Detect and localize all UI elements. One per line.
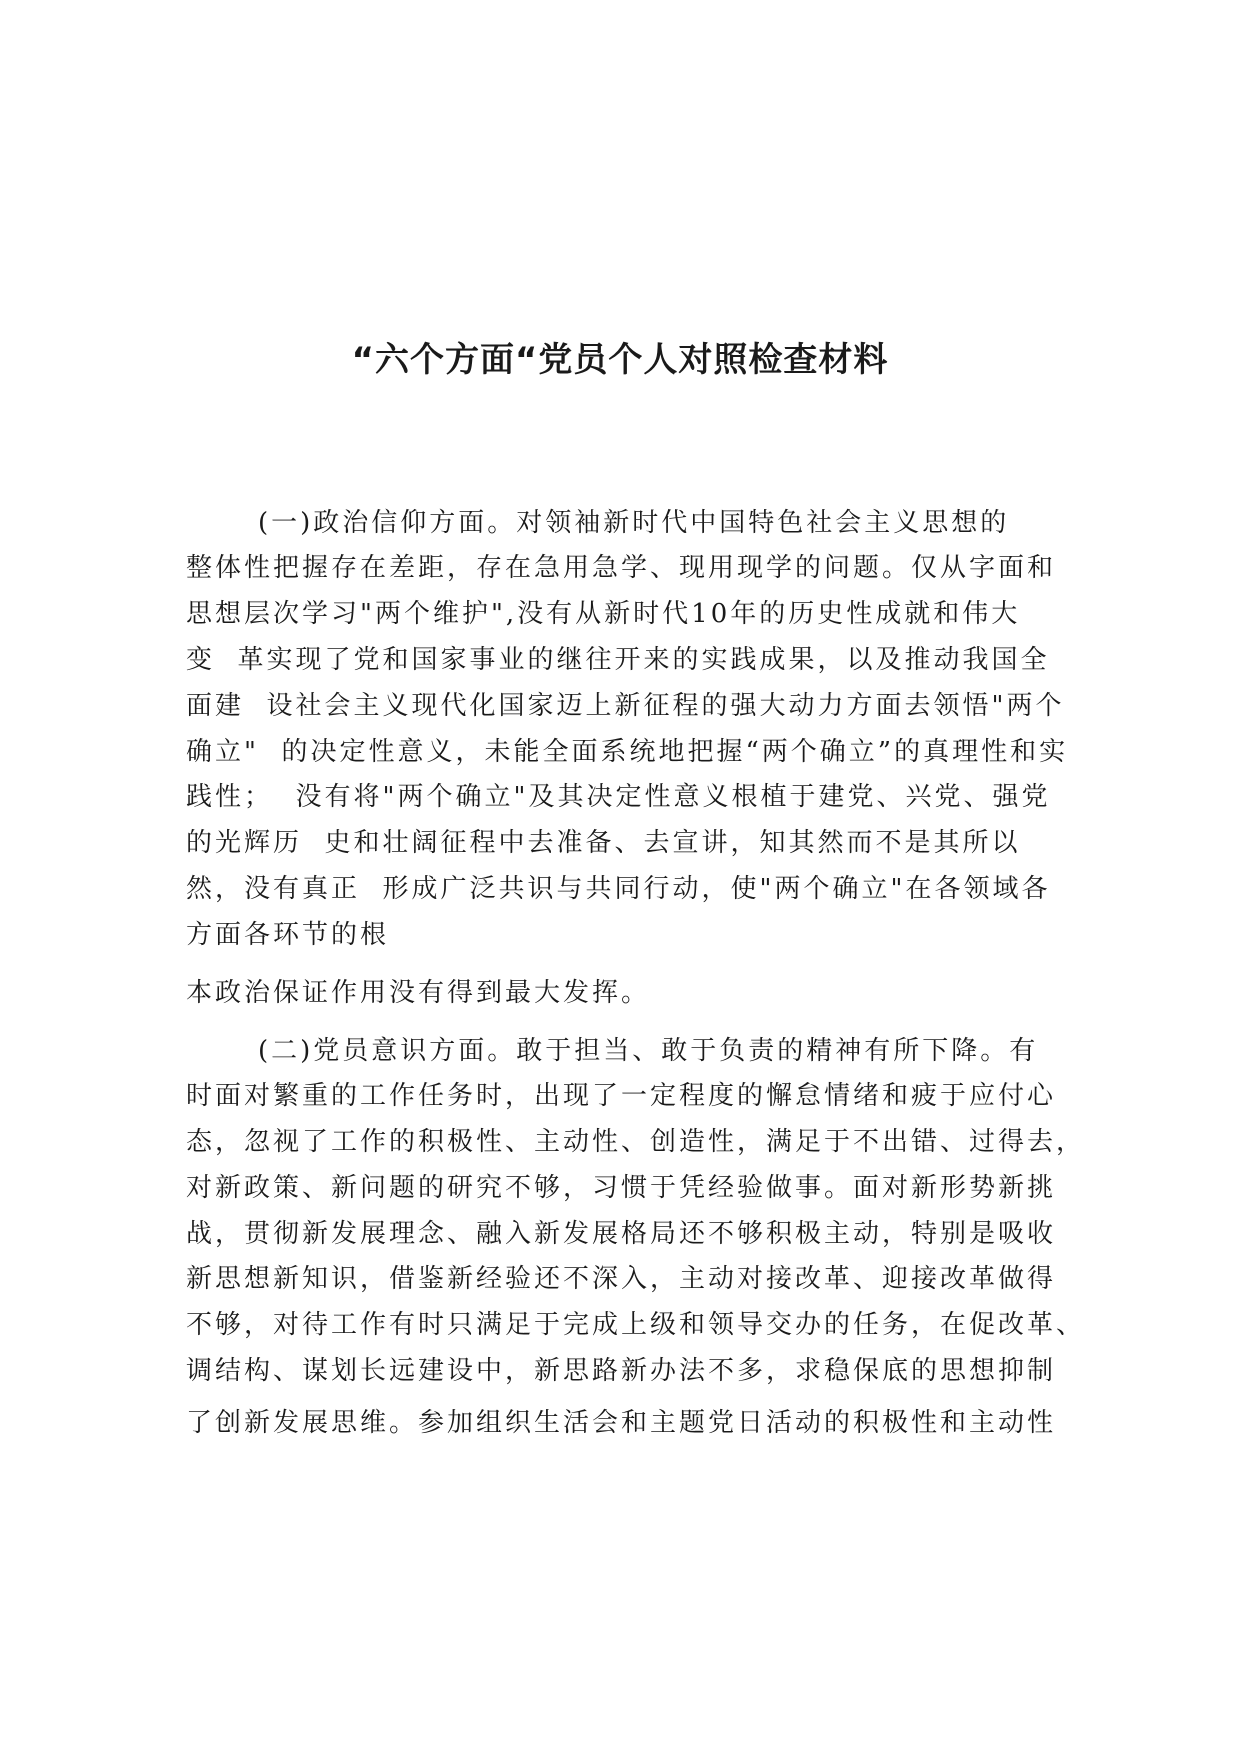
paragraph-line: 变 革实现了党和国家事业的继往开来的实践成果，以及推动我国全 <box>186 645 1050 675</box>
paragraph-line: 然，没有真正 形成广泛共识与共同行动，使"两个确立"在各领域各 <box>186 874 1051 904</box>
paragraph-line: 对新政策、新问题的研究不够，习惯于凭经验做事。面对新形势新挑 <box>186 1173 1057 1203</box>
paragraph-line: 态，忽视了工作的积极性、主动性、创造性，满足于不出错、过得去， <box>186 1127 1086 1157</box>
paragraph-line: 践性； 没有将"两个确立"及其决定性意义根植于建党、兴党、强党 <box>186 782 1051 812</box>
paragraph-line: 确立" 的决定性意义，未能全面系统地把握“两个确立”的真理性和实 <box>186 737 1069 767</box>
paragraph-line: (一)政治信仰方面。对领袖新时代中国特色社会主义思想的 <box>258 508 1010 538</box>
paragraph-line: 时面对繁重的工作任务时，出现了一定程度的懈怠情绪和疲于应付心 <box>186 1081 1057 1111</box>
paragraph-line: 新思想新知识，借鉴新经验还不深入，主动对接改革、迎接改革做得 <box>186 1264 1057 1294</box>
paragraph-line: 的光辉历 史和壮阔征程中去准备、去宣讲，知其然而不是其所以 <box>186 828 1021 858</box>
paragraph-line: 思想层次学习"两个维护",没有从新时代10年的历史性成就和伟大 <box>186 599 1021 629</box>
paragraph-line: 调结构、谋划长远建设中，新思路新办法不多，求稳保底的思想抑制 <box>186 1356 1057 1386</box>
paragraph-line: 不够，对待工作有时只满足于完成上级和领导交办的任务，在促改革、 <box>186 1310 1086 1340</box>
paragraph-line: 本政治保证作用没有得到最大发挥。 <box>186 978 651 1008</box>
paragraph-line: 战，贯彻新发展理念、融入新发展格局还不够积极主动，特别是吸收 <box>186 1219 1057 1249</box>
paragraph-line: (二)党员意识方面。敢于担当、敢于负责的精神有所下降。有 <box>258 1036 1039 1066</box>
paragraph-line: 面建 设社会主义现代化国家迈上新征程的强大动力方面去领悟"两个 <box>186 691 1065 721</box>
page-title: “六个方面“党员个人对照检查材料 <box>351 340 889 380</box>
paragraph-line: 整体性把握存在差距，存在急用急学、现用现学的问题。仅从字面和 <box>186 553 1057 583</box>
paragraph-line: 方面各环节的根 <box>186 920 390 950</box>
paragraph-line: 了创新发展思维。参加组织生活会和主题党日活动的积极性和主动性 <box>186 1408 1057 1438</box>
